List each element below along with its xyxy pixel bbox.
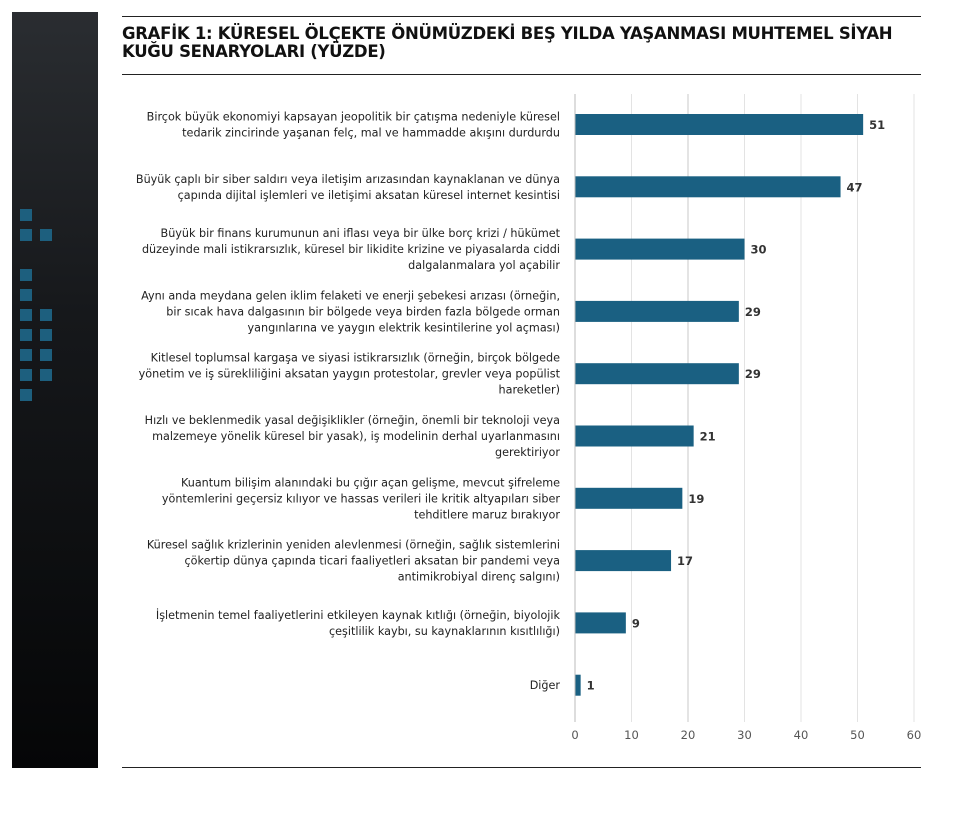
category-label (147, 111, 560, 140)
category-label-line: Aynı anda meydana gelen iklim felaketi ve enerji şebekesi arızası (örneğin, (141, 289, 560, 303)
category-label (156, 609, 561, 638)
bar (575, 612, 626, 633)
data-label: 29 (744, 304, 761, 319)
category-label-line: Birçok büyük ekonomiyi kapsayan jeopolitik bir çatışma nedeniyle küresel (146, 110, 560, 124)
data-label: 19 (688, 491, 705, 506)
category-label-line: çökertip dünya çapında ticari faaliyetleri aksatan bir pandemi veya (184, 554, 560, 568)
bar (575, 675, 581, 696)
bar (575, 301, 739, 322)
category-label (162, 476, 561, 521)
data-label: 30 (750, 242, 767, 257)
x-tick-label: 60 (906, 728, 922, 742)
category-label-line: düzeyinde mali istikrarsızlık, küresel bir likidite krizine ve piyasalarda ciddi (141, 243, 560, 257)
category-label-line: hareketler) (498, 383, 560, 397)
category-label (147, 539, 560, 584)
category-label-line: Kuantum bilişim alanındaki bu çığır açan gelişme, mevcut şifreleme (180, 476, 560, 490)
chart-title: GRAFİK 1: KÜRESEL ÖLÇEKTE ÖNÜMÜZDEKİ BEŞ YILDA YAŞANMASI MUHTEMEL SİYAH KUĞU SENARYOLARI (YÜZDE) (122, 24, 893, 61)
category-label (530, 679, 561, 692)
bar (575, 363, 739, 384)
data-label: 47 (846, 180, 863, 195)
bar (575, 114, 863, 135)
category-label (139, 352, 561, 397)
category-label-line: bir sıcak hava dalgasının bir bölgede veya birden fazla bölgede orman (166, 305, 560, 319)
x-tick-label: 10 (624, 728, 639, 742)
category-label-line: çapında dijital işlemleri ve iletişimi aksatan küresel internet kesintisi (177, 188, 560, 202)
category-label-line: yönetim ve iş sürekliliğini aksatan yaygın protestolar, grevler veya popülist (138, 367, 560, 381)
x-tick-label: 40 (793, 728, 809, 742)
category-label-line: tehditlere maruz bırakıyor (414, 508, 560, 522)
data-label: 9 (631, 616, 640, 631)
data-label: 29 (744, 367, 761, 382)
category-label-line: Büyük çaplı bir siber saldırı veya iletişim arızasından kaynaklanan ve dünya (135, 172, 560, 186)
category-label-line: antimikrobiyal direnç salgını) (397, 570, 560, 584)
category-label-line: malzemeye yönelik küresel bir yasak), iş modelinin derhal uyarlanmasını (152, 430, 560, 443)
data-label: 1 (586, 678, 595, 693)
category-label-line: Hızlı ve beklenmedik yasal değişiklikler (örneğin, önemli bir teknoloji veya (144, 414, 560, 427)
bar (575, 550, 671, 571)
category-label (145, 414, 561, 459)
x-tick-label: 20 (680, 728, 696, 742)
data-label: 21 (699, 429, 716, 444)
category-label-line: Diğer (529, 679, 560, 693)
category-label-line: gerektiriyor (495, 446, 560, 459)
category-label-line: yangınlarına ve yaygın elektrik kesintilerine yol açması) (247, 321, 560, 335)
x-tick-label: 30 (737, 728, 752, 742)
category-label-line: Kitlesel toplumsal kargaşa ve siyasi istikrarsızlık (örneğin, birçok bölgede (150, 351, 560, 365)
bottom-rule (122, 767, 921, 768)
x-tick-label: 0 (571, 728, 579, 742)
category-label-line: yöntemlerini geçersiz kılıyor ve hassas verileri ile kritik altyapıları siber (161, 492, 560, 506)
category-label-line: İşletmenin temel faaliyetlerini etkileyen kaynak kıtlığı (örneğin, biyolojik (155, 608, 560, 622)
data-label: 17 (677, 554, 694, 569)
data-label: 51 (869, 118, 886, 132)
category-label (141, 289, 560, 334)
category-label (136, 173, 560, 202)
category-label-line: Büyük bir finans kurumunun ani iflası veya bir ülke borç krizi / hükümet (160, 227, 560, 241)
bar (575, 176, 841, 197)
category-label-line: Küresel sağlık krizlerinin yeniden alevlenmesi (örneğin, sağlık sistemlerini (146, 538, 560, 552)
x-tick-label: 50 (850, 728, 865, 742)
category-label (142, 227, 561, 272)
bar (575, 488, 682, 509)
category-label-line: çeşitlilik kaybı, su kaynaklarının kısıtlılığı) (329, 624, 560, 638)
bar (575, 239, 745, 260)
category-label-line: tedarik zincirinde yaşanan felç, mal ve hammadde akışını durdurdu (182, 126, 560, 140)
bar (575, 426, 694, 447)
category-label-line: dalgalanmalara yol açabilir (408, 259, 560, 273)
